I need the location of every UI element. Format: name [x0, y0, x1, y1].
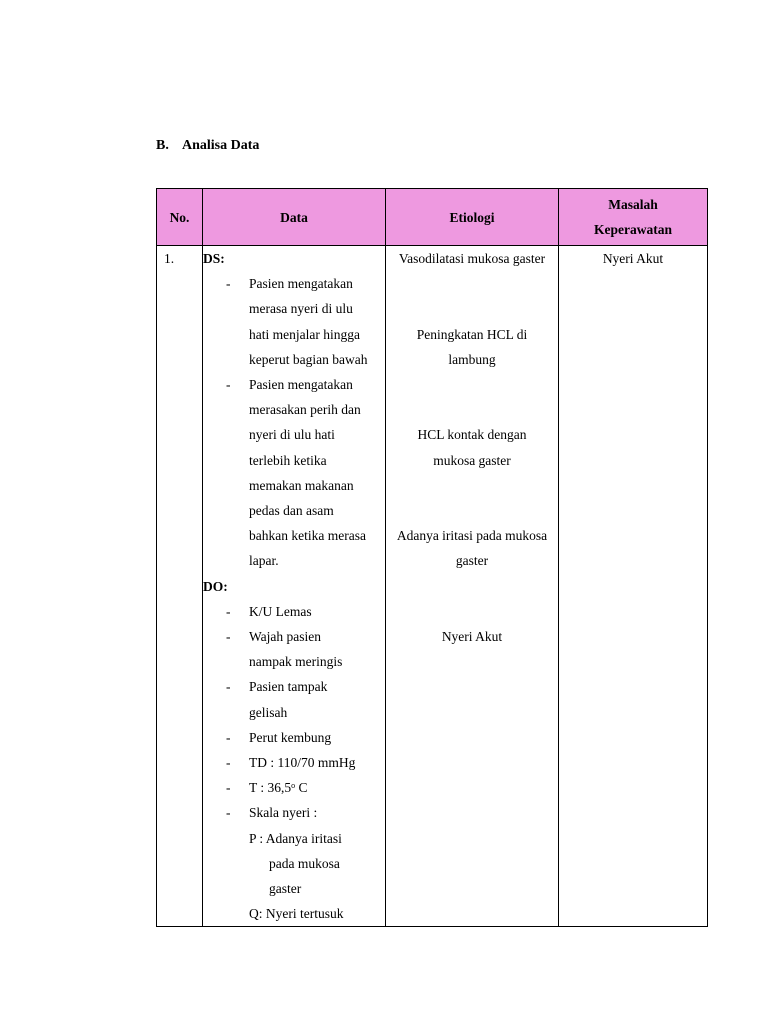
scale-q-line1: Q: Nyeri tertusuk [249, 906, 344, 922]
etiologi-step-3b: mukosa gaster [433, 452, 511, 468]
etiologi-step-2b: lambung [448, 351, 496, 367]
section-title: Analisa Data [182, 138, 260, 153]
etiologi-step-4: Adanya iritasi pada mukosa [396, 528, 548, 544]
etiologi-step-5: Nyeri Akut [441, 628, 503, 644]
cell-no: 1. [157, 246, 203, 927]
table-row [157, 246, 708, 927]
do-item: - T : 36,5$^o$ C [226, 780, 308, 796]
header-masalah-line1: Masalah [608, 197, 658, 212]
scale-p-line1: P : Adanya iritasi [249, 830, 342, 846]
ds-item: - Pasien mengatakan merasakan perih dan nyeri di ulu hati terlebih ketika memakan makanan pedas dan asam bahkan ketika merasa lapar. [226, 377, 366, 569]
do-item: - Pasien tampak gelisah [226, 679, 328, 720]
section-heading [156, 138, 259, 154]
do-item: - Wajah pasien nampak meringis [226, 629, 343, 670]
analysis-table [156, 188, 708, 927]
do-label: DO: [203, 578, 228, 594]
header-etiologi: Etiologi [386, 189, 559, 246]
cell-masalah: Nyeri Akut [559, 246, 708, 927]
do-item: - K/U Lemas [226, 603, 312, 619]
cell-etiologi [386, 246, 559, 927]
ds-item: - Pasien mengatakan merasa nyeri di ulu hati menjalar hingga keperut bagian bawah [226, 276, 368, 367]
table-header-row [157, 189, 708, 246]
do-item: - TD : 110/70 mmHg [226, 755, 356, 771]
etiologi-step-2: Peningkatan HCL di [416, 326, 528, 342]
etiologi-step-4b: gaster [455, 553, 489, 569]
header-data: Data [203, 189, 386, 246]
scale-p-line3: gaster [269, 881, 302, 897]
header-no: No. [157, 189, 203, 246]
etiologi-step-1: Vasodilatasi mukosa gaster [398, 251, 546, 266]
etiologi-step-3: HCL kontak dengan [417, 427, 527, 443]
do-item: - Skala nyeri : [226, 805, 318, 821]
header-masalah-line2: Keperawatan [594, 222, 672, 237]
header-masalah [559, 189, 708, 246]
section-letter: B. [156, 138, 169, 153]
do-item: - Perut kembung [226, 729, 332, 745]
cell-data [203, 246, 386, 927]
scale-p-line2: pada mukosa [269, 855, 340, 871]
ds-label: DS: [203, 251, 225, 266]
